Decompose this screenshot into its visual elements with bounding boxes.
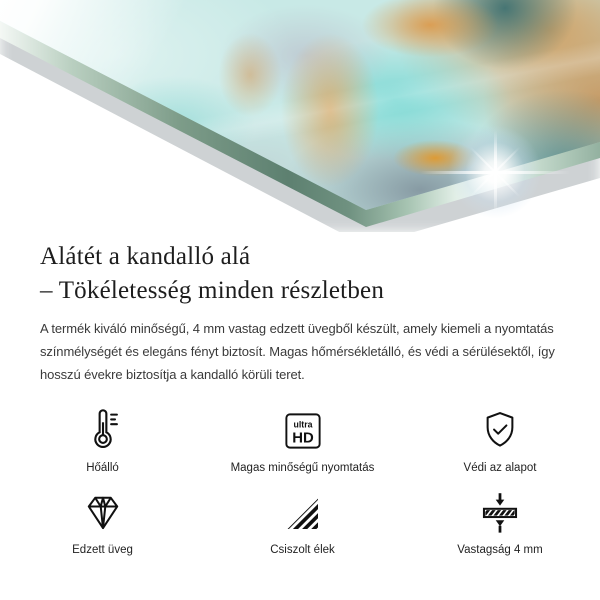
feature-item-tempered-glass [0,490,205,556]
feature-list [0,408,600,556]
feature-label: Védi az alapot [463,462,537,474]
thickness-press-icon [478,490,522,534]
feature-label: Magas minőségű nyomtatás [230,462,375,474]
feature-item-protects-base [400,408,600,474]
product-hero-image [0,0,600,232]
feature-label: Hőálló [86,462,119,474]
section-title [40,240,600,308]
feature-label: Edzett üveg [72,544,133,556]
feature-item-heat-resistant [0,408,205,474]
ultra-hd-icon [282,408,324,452]
polished-edges-icon [283,490,323,534]
feature-item-print-quality [205,408,400,474]
section-title-line2: – Tökéletesség minden részletben [40,277,385,304]
svg-text:HD: HD [291,430,314,447]
diamond-icon [81,490,125,534]
thermometer-icon [80,408,126,452]
feature-label: Vastagság 4 mm [457,544,543,556]
section-title-line1: Alátét a kandalló alá [40,243,251,270]
feature-label: Csiszolt élek [270,544,335,556]
svg-text:ultra: ultra [293,419,312,430]
feature-item-polished-edges [205,490,400,556]
feature-item-thickness [400,490,600,556]
section-description: A termék kiváló minőségű, 4 mm vastag edzett üvegből készült, amely kiemeli a nyomtatás színmélységét és elegáns fényt biztosít. Magas hőmérsékletálló, és védi a sérülésektől, így hosszú évekre biztosítja a kandalló körüli teret. [40,321,555,382]
shield-check-icon [478,408,522,452]
